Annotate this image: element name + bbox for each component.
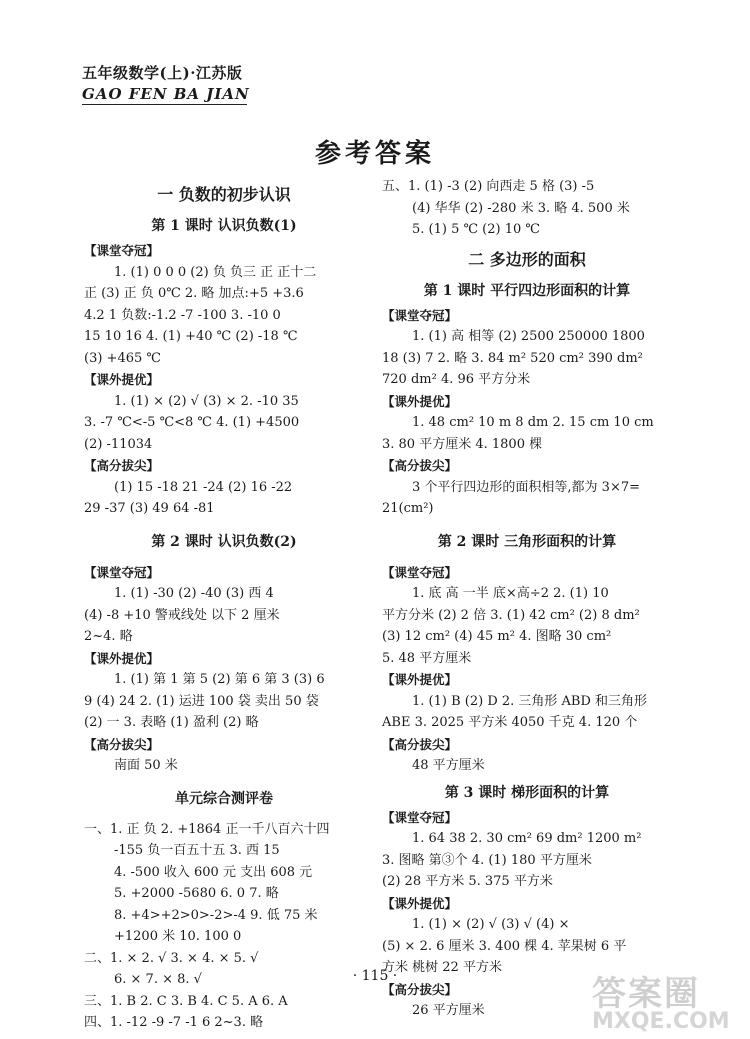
answer-line: 3. 80 平方厘米 4. 1800 棵 — [382, 436, 543, 452]
section-label: 【高分拔尖】 — [382, 981, 458, 997]
section-label: 【课堂夺冠】 — [382, 307, 458, 323]
answer-line: ABE 3. 2025 平方米 4050 千克 4. 120 个 — [382, 715, 638, 730]
spacer — [84, 777, 364, 783]
answer-line: 8. +4>+2>0>-2>-4 9. 低 75 米 — [114, 907, 318, 923]
answer-line: 5. 48 平方厘米 — [382, 650, 472, 666]
lesson-heading: 第 2 课时 认识负数(2) — [151, 533, 297, 550]
page-number: · 115 · — [352, 968, 398, 984]
lesson-heading: 第 3 课时 梯形面积的计算 — [444, 784, 610, 801]
lesson-heading: 第 1 课时 认识负数(1) — [151, 218, 297, 234]
section-label: 【课堂夺冠】 — [84, 564, 160, 580]
section-label: 【高分拔尖】 — [84, 736, 160, 752]
lesson-heading: 第 2 课时 三角形面积的计算 — [437, 533, 617, 550]
answer-line: (4) -8 +10 警戒线处 以下 2 厘米 — [84, 607, 280, 623]
answer-line: 1. 64 38 2. 30 cm² 69 dm² 1200 m² — [412, 831, 642, 846]
answer-line: 29 -37 (3) 49 64 -81 — [84, 501, 215, 516]
section-label: 【课外提优】 — [382, 895, 458, 911]
answer-line: (2) -11034 — [84, 436, 153, 452]
watermark-logo — [592, 966, 737, 1034]
answer-line: 3 个平行四边形的面积相等,都为 3×7= — [412, 479, 640, 495]
answer-line: 1. (1) × (2) √ (3) × 2. -10 35 — [114, 393, 299, 409]
section-label: 【课外提优】 — [84, 650, 160, 666]
answer-line: 四、1. -12 -9 -7 -1 6 2~3. 略 — [84, 1015, 264, 1030]
answer-line: 1. (1) 0 0 0 (2) 负 负三 正 正十二 — [114, 264, 317, 280]
answer-line: 26 平方厘米 — [412, 1003, 485, 1018]
answer-line: (3) +465 ℃ — [84, 350, 161, 366]
answer-line: 5. +2000 -5680 6. 0 7. 略 — [114, 886, 279, 901]
answer-line: 3. 图略 第③个 4. (1) 180 平方厘米 — [382, 852, 592, 868]
answer-line: 五、1. (1) -3 (2) 向西走 5 格 (3) -5 — [382, 179, 595, 194]
section-label: 【课外提优】 — [382, 393, 458, 409]
answer-line: (3) 12 cm² (4) 45 m² 4. 图略 30 cm² — [382, 629, 612, 644]
watermark-url: MXQE.COM — [592, 1009, 730, 1034]
header-pinyin: GAO FEN BA JIAN — [82, 85, 250, 103]
answer-line: 15 10 16 4. (1) +40 ℃ (2) -18 ℃ — [84, 329, 298, 344]
chapter-heading: 二 多边形的面积 — [468, 249, 586, 269]
chapter-heading: 一 负数的初步认识 — [157, 185, 291, 204]
spacer — [84, 520, 364, 526]
page-title: 参考答案 — [314, 139, 435, 169]
answer-line: 南面 50 米 — [114, 758, 178, 773]
lesson-heading: 第 1 课时 平行四边形面积的计算 — [423, 282, 631, 299]
answer-line: 1. 底 高 一半 底×高÷2 2. (1) 10 — [412, 586, 609, 601]
answer-line: (4) 华华 (2) -280 米 3. 略 4. 500 米 — [412, 200, 630, 216]
answer-line: (1) 15 -18 21 -24 (2) 16 -22 — [114, 479, 293, 495]
header-title: 五年级数学(上)·江苏版 — [82, 64, 243, 82]
section-label: 【课堂夺冠】 — [84, 243, 160, 258]
answer-line: +1200 米 10. 100 0 — [114, 929, 242, 944]
answer-line: 6. × 7. × 8. √ — [114, 972, 202, 987]
answer-line: 48 平方厘米 — [412, 758, 485, 773]
answer-line: 二、1. × 2. √ 3. × 4. × 5. √ — [84, 950, 259, 966]
right-column — [382, 176, 672, 1022]
watermark-text: 答案圈 — [592, 974, 700, 1014]
section-label: 【高分拔尖】 — [382, 736, 458, 752]
section-label: 【高分拔尖】 — [382, 458, 458, 473]
section-label: 【课外提优】 — [84, 372, 160, 387]
answer-line: 4. -500 收入 600 元 支出 608 元 — [114, 864, 313, 880]
answer-line: 3. -7 ℃<-5 ℃<8 ℃ 4. (1) +4500 — [84, 415, 300, 430]
lesson-heading: 单元综合测评卷 — [175, 790, 273, 807]
header-rule — [82, 104, 247, 105]
answer-line: (2) 一 3. 表略 (1) 盈利 (2) 略 — [84, 715, 259, 730]
section-label: 【课堂夺冠】 — [382, 809, 458, 825]
answer-line: (2) 28 平方米 5. 375 平方米 — [382, 874, 553, 889]
answer-line: 方米 桃树 22 平方米 — [382, 960, 502, 975]
answer-line: 18 (3) 7 2. 略 3. 84 m² 520 cm² 390 dm² — [382, 350, 643, 366]
answer-line: 1. 48 cm² 10 m 8 dm 2. 15 cm 10 cm — [412, 415, 654, 430]
spacer — [382, 520, 672, 526]
answer-line: 1. (1) 高 相等 (2) 2500 250000 1800 — [412, 329, 645, 344]
answer-line: 三、1. B 2. C 3. B 4. C 5. A 6. A — [84, 993, 288, 1009]
answer-line: 720 dm² 4. 96 平方分米 — [382, 372, 531, 387]
answer-line: 9 (4) 24 2. (1) 运进 100 袋 卖出 50 袋 — [84, 693, 319, 709]
answer-line: 2~4. 略 — [84, 629, 133, 644]
answer-line: (5) × 2. 6 厘米 3. 400 棵 4. 苹果树 6 平 — [382, 938, 627, 954]
left-column — [84, 176, 364, 1034]
section-label: 【课堂夺冠】 — [382, 564, 458, 580]
answer-line: 1. (1) × (2) √ (3) √ (4) × — [412, 917, 570, 932]
section-label: 【课外提优】 — [382, 672, 458, 687]
answer-line: 1. (1) B (2) D 2. 三角形 ABD 和三角形 — [412, 693, 648, 709]
answer-line: 1. (1) 第 1 第 5 (2) 第 6 第 3 (3) 6 — [114, 672, 325, 687]
answer-line: 5. (1) 5 ℃ (2) 10 ℃ — [412, 222, 540, 237]
answer-line: 一、1. 正 负 2. +1864 正一千八百六十四 — [84, 821, 330, 837]
answer-line: 4.2 1 负数:-1.2 -7 -100 3. -10 0 — [84, 307, 281, 323]
answer-line: 21(cm²) — [382, 501, 434, 516]
book-header — [82, 62, 250, 105]
section-label: 【高分拔尖】 — [84, 458, 160, 473]
answer-line: 平方分米 (2) 2 倍 3. (1) 42 cm² (2) 8 dm² — [382, 607, 640, 623]
answer-line: 正 (3) 正 负 0℃ 2. 略 加点:+5 +3.6 — [84, 286, 304, 301]
answer-line: -155 负一百五十五 3. 西 15 — [114, 843, 280, 858]
answer-line: 1. (1) -30 (2) -40 (3) 西 4 — [114, 586, 274, 601]
